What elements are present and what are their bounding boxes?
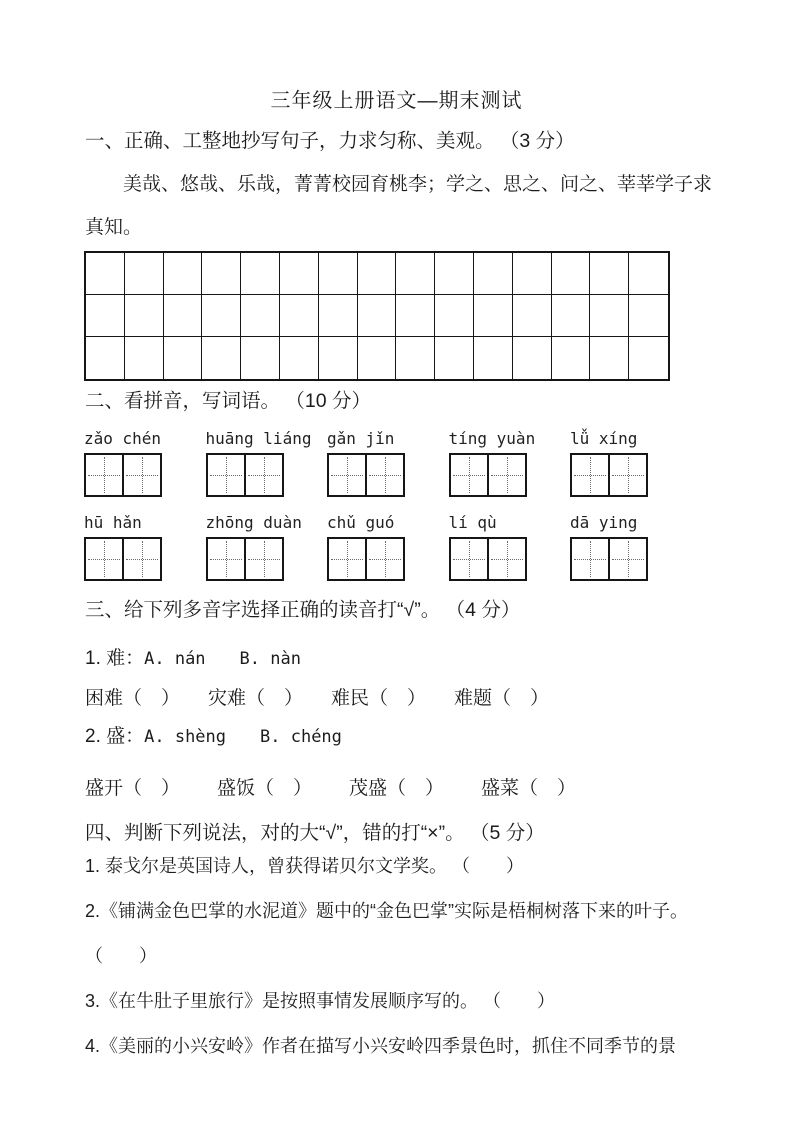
copy-grid-cell [629, 253, 668, 295]
copy-grid-cell [241, 295, 280, 337]
copy-grid-cell [396, 253, 435, 295]
writing-box-cell [329, 539, 365, 579]
copy-grid-cell [164, 253, 203, 295]
writing-box-cell [365, 539, 403, 579]
writing-box-cell [208, 539, 244, 579]
copy-grid-cell [590, 337, 629, 379]
pinyin-unit [570, 427, 650, 497]
copy-grid-cell [241, 253, 280, 295]
pinyin-label: huāng liáng [205, 429, 312, 448]
judgment-items [85, 853, 688, 1078]
question1-option-b: B. nàn [239, 649, 301, 669]
writing-box-cell [86, 455, 122, 495]
pinyin-row-1 [84, 427, 650, 497]
writing-box [570, 453, 648, 497]
writing-box [449, 537, 527, 581]
judgment-item-line: 1. 泰戈尔是英国诗人，曾获得诺贝尔文学奖。 （ ） [85, 856, 525, 876]
copy-grid-cell [513, 295, 552, 337]
word-choice: 难民（ ） [331, 688, 427, 709]
copy-grid-cell [125, 295, 164, 337]
copy-grid-cell [319, 253, 358, 295]
judgment-item-line: 3.《在牛肚子里旅行》是按照事情发展顺序写的。 （ ） [85, 991, 556, 1011]
copy-grid-cell [358, 295, 397, 337]
writing-box-cell [244, 539, 282, 579]
question1-word-choices [85, 686, 549, 712]
writing-box [206, 453, 284, 497]
section3-heading: 三、给下列多音字选择正确的读音打“√”。 （4 分） [85, 599, 521, 621]
writing-box [449, 453, 527, 497]
page-title: 三年级上册语文—期末测试 [270, 90, 523, 112]
writing-box-cell [86, 539, 122, 579]
copy-grid-cell [435, 337, 474, 379]
copy-grid-cell [241, 337, 280, 379]
copy-grid-cell [280, 295, 319, 337]
copy-grid-cell [590, 295, 629, 337]
writing-box-cell [608, 455, 646, 495]
word-choice: 盛开（ ） [85, 778, 181, 799]
writing-box-cell [572, 455, 608, 495]
question2-prefix: 2. 盛： [85, 726, 145, 747]
pinyin-unit [84, 511, 164, 581]
writing-box [206, 537, 284, 581]
section4-heading: 四、判断下列说法，对的大“√”，错的打“×”。 （5 分） [85, 822, 545, 844]
copy-grid-cell [202, 253, 241, 295]
copy-grid-cell [396, 295, 435, 337]
writing-box-cell [451, 539, 487, 579]
copy-grid-cell [280, 253, 319, 295]
writing-box-cell [329, 455, 365, 495]
word-choice: 茂盛（ ） [349, 778, 445, 799]
polyphone-question-2 [85, 724, 342, 750]
copy-grid-cell [86, 337, 125, 379]
writing-box-cell [608, 539, 646, 579]
pinyin-unit [327, 427, 407, 497]
copy-grid-cell [435, 295, 474, 337]
question2-option-a: A. shèng [144, 727, 227, 747]
pinyin-label: hū hǎn [84, 513, 142, 532]
question1-prefix: 1. 难： [85, 648, 145, 669]
copy-grid-cell [319, 337, 358, 379]
writing-box-cell [487, 539, 525, 579]
copy-grid-cell [629, 337, 668, 379]
judgment-item-line: 4.《美丽的小兴安岭》作者在描写小兴安岭四季景色时，抓住不同季节的景 [85, 1036, 677, 1056]
pinyin-label: dā ying [570, 513, 638, 532]
writing-box [84, 537, 162, 581]
pinyin-label: gǎn jǐn [327, 429, 395, 448]
question2-word-choices [85, 776, 576, 802]
pinyin-unit [449, 511, 529, 581]
copy-grid-cell [552, 295, 591, 337]
copy-grid-cell [164, 337, 203, 379]
writing-box-cell [122, 539, 160, 579]
copy-grid-cell [435, 253, 474, 295]
copy-grid-cell [86, 295, 125, 337]
copy-grid-cell [552, 337, 591, 379]
writing-box [570, 537, 648, 581]
word-choice: 灾难（ ） [208, 688, 304, 709]
writing-box [327, 453, 405, 497]
question1-option-a: A. nán [144, 649, 206, 669]
pinyin-row-2 [84, 511, 650, 581]
judgment-item-line: （ ） [85, 946, 157, 966]
pinyin-unit [205, 427, 312, 497]
copy-grid-cell [319, 295, 358, 337]
copy-grid-cell [552, 253, 591, 295]
writing-box-cell [451, 455, 487, 495]
copy-grid-cell [125, 337, 164, 379]
pinyin-unit [84, 427, 164, 497]
writing-box [327, 537, 405, 581]
polyphone-question-1 [85, 646, 301, 672]
pinyin-label: lí qù [448, 513, 497, 532]
copy-sentence-line1: 美哉、悠哉、乐哉，菁菁校园育桃李；学之、思之、问之、莘莘学子求 [123, 174, 713, 195]
copy-grid-cell [396, 337, 435, 379]
pinyin-label: zǎo chén [84, 429, 162, 448]
copy-sentence-line2: 真知。 [85, 217, 143, 238]
pinyin-unit [327, 511, 407, 581]
copy-grid-cell [474, 253, 513, 295]
copy-grid-cell [202, 295, 241, 337]
copy-grid-cell [358, 337, 397, 379]
writing-box-cell [122, 455, 160, 495]
copy-grid-cell [125, 253, 164, 295]
writing-box-cell [487, 455, 525, 495]
pinyin-label: lǚ xíng [570, 429, 638, 448]
pinyin-unit [570, 511, 650, 581]
pinyin-unit [205, 511, 302, 581]
writing-box-cell [365, 455, 403, 495]
word-choice: 困难（ ） [85, 688, 181, 709]
pinyin-unit [448, 427, 536, 497]
question2-option-b: B. chéng [260, 727, 342, 747]
section2-heading: 二、看拼音，写词语。 （10 分） [85, 390, 372, 412]
copy-grid-cell [280, 337, 319, 379]
section1-heading: 一、正确、工整地抄写句子，力求匀称、美观。 （3 分） [85, 130, 575, 152]
writing-box-cell [572, 539, 608, 579]
copy-grid-cell [358, 253, 397, 295]
copy-grid-cell [513, 337, 552, 379]
copy-grid [84, 251, 670, 381]
writing-box-cell [244, 455, 282, 495]
word-choice: 盛饭（ ） [217, 778, 313, 799]
word-choice: 盛菜（ ） [481, 778, 577, 799]
copy-grid-cell [202, 337, 241, 379]
pinyin-label: tíng yuàn [448, 429, 536, 448]
pinyin-label: zhōng duàn [205, 513, 302, 532]
copy-grid-cell [474, 295, 513, 337]
pinyin-label: chǔ guó [327, 513, 395, 532]
word-choice: 难题（ ） [454, 688, 550, 709]
copy-grid-cell [164, 295, 203, 337]
copy-grid-cell [513, 253, 552, 295]
copy-grid-cell [590, 253, 629, 295]
copy-grid-cell [474, 337, 513, 379]
copy-grid-cell [86, 253, 125, 295]
copy-grid-cell [629, 295, 668, 337]
writing-box [84, 453, 162, 497]
judgment-item-line: 2.《铺满金色巴掌的水泥道》题中的“金色巴掌”实际是梧桐树落下来的叶子。 [85, 901, 688, 921]
writing-box-cell [208, 455, 244, 495]
